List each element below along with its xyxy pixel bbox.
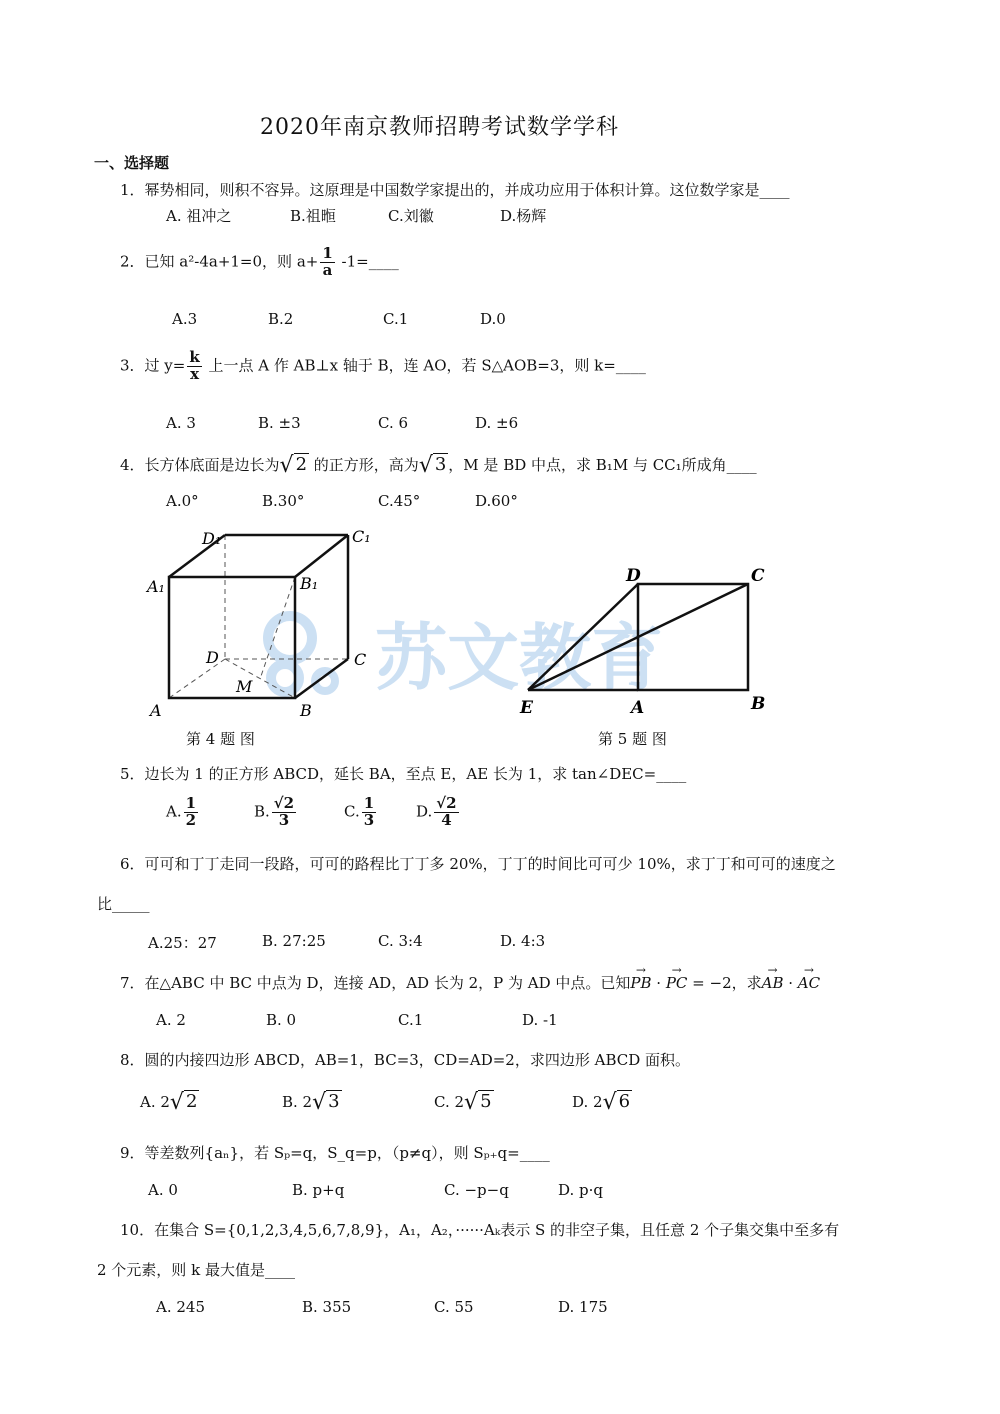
q1-option-d: D.杨辉 [500,207,547,225]
q4-part3: ，M 是 BD 中点，求 B₁M 与 CC₁所成角____ [448,456,757,474]
q4-sqrt-2: √ 2 [279,453,308,478]
q4-radicand-1: 2 [295,454,308,475]
q7-option-b: B. 0 [266,1011,297,1029]
question-5-text: 5．边长为 1 的正方形 ABCD，延长 BA，至点 E，AE 长为 1，求 tan∠DEC=____ [120,765,687,783]
q2-frac-num: 1 [322,244,333,262]
q9-option-d: D. p·q [558,1181,603,1199]
edge-BC [295,659,348,698]
q4-radicand-2: 3 [434,454,447,475]
q5-option-b: B. $\frac{√2}{3}$ [254,794,295,829]
square-ABCD [638,584,748,690]
watermark-text: 苏文教育 [375,616,664,700]
q7-mid: = −2，求 [687,974,762,992]
label-C: C [751,566,765,586]
q6-option-d: D. 4:3 [500,932,546,950]
q7-option-a: A. 2 [156,1011,186,1029]
q3-option-d: D. ±6 [475,414,519,432]
vector-AC: → AC [798,974,820,992]
q3-option-b: B. ±3 [258,414,301,432]
q8-option-c: C. 2√ 5 [434,1090,492,1115]
q4-part1: 4．长方体底面是边长为 [120,456,280,474]
q7-option-d: D. -1 [522,1011,558,1029]
q2-option-a: A.3 [172,310,198,328]
question-8-text: 8．圆的内接四边形 ABCD，AB=1，BC=3，CD=AD=2，求四边形 ABCD 面积。 [120,1051,691,1069]
q7-prefix: 7．在△ABC 中 BC 中点为 D，连接 AD，AD 长为 2，P 为 AD 中点。已知 [120,974,631,992]
figure-4-cuboid [140,522,380,724]
label-C1: C₁ [352,527,371,546]
q4-option-a: A.0° [166,492,199,510]
q4-option-d: D.60° [475,492,518,510]
label-E: E [520,698,533,718]
vector-PC: → PC [666,974,688,992]
vector-PB: → PB [630,974,651,992]
question-9-text: 9．等差数列{aₙ}，若 Sₚ=q，S_q=p，（p≠q），则 Sₚ₊q=____ [120,1144,550,1162]
q3-fraction [187,350,201,383]
label-D: D [206,648,219,667]
page-title: 2020年南京教师招聘考试数学学科 [260,115,619,140]
q9-option-a: A. 0 [148,1181,178,1199]
segment-B1M [260,577,295,679]
q2-frac-den: a [322,260,333,279]
q1-option-c: C.刘徽 [388,207,434,225]
label-D: D [626,566,641,586]
q3-prefix: 3．过 y= [120,356,186,375]
q9-option-c: C. −p−q [444,1181,509,1199]
q10-option-c: C. 55 [434,1298,474,1316]
segment-ED [528,584,638,690]
q1-option-a: A. 祖冲之 [166,207,232,225]
q3-option-a: A. 3 [166,414,196,432]
q9-option-b: B. p+q [292,1181,345,1199]
question-4-text [120,453,757,478]
label-M: M [236,677,253,696]
q2-option-c: C.1 [383,310,409,328]
label-C: C [354,650,367,669]
question-2-text [120,246,399,279]
label-A: A [150,701,162,720]
q1-option-b: B.祖暅 [290,207,336,225]
q2-option-b: B.2 [268,310,294,328]
q3-frac-num: k [189,348,200,366]
figure-4-caption: 第 4 题 图 [186,730,255,748]
q8-option-b: B. 2√ 3 [282,1090,340,1115]
q2-prefix: 2．已知 a²-4a+1=0，则 a+ [120,252,319,271]
q4-sqrt-3: √ 3 [418,453,447,478]
q4-option-b: B.30° [262,492,305,510]
edge-B1C1 [295,535,348,577]
label-D1: D₁ [202,529,222,548]
q2-option-d: D.0 [480,310,506,328]
figure-5-square [515,560,775,720]
q5-option-d: D. $\frac{√2}{4}$ [416,794,457,829]
question-6-text-line2: 比_____ [97,895,150,913]
q8-option-a: A. 2√ 2 [140,1090,198,1115]
front-face [169,577,295,698]
q6-option-c: C. 3:4 [378,932,423,950]
q10-option-a: A. 245 [156,1298,205,1316]
question-6-text-line1: 6．可可和丁丁走同一段路，可可的路程比丁丁多 20%，丁丁的时间比可可少 10%，求丁丁和可可的速度之 [120,855,836,873]
question-10-text-line2: 2 个元素，则 k 最大值是____ [97,1261,295,1279]
label-B: B [751,694,766,714]
q5-option-c: C. $\frac{1}{3}$ [344,794,375,829]
q2-fraction [320,246,334,279]
q3-frac-den: x [190,364,200,383]
q5-option-a: A. $\frac{1}{2}$ [166,794,197,829]
q10-option-b: B. 355 [302,1298,352,1316]
figure-5-caption: 第 5 题 图 [598,730,667,748]
q3-option-c: C. 6 [378,414,409,432]
question-1-text: 1．幂势相同，则积不容异。这原理是中国数学家提出的，并成功应用于体积计算。这位数学家是____ [120,181,790,199]
label-B1: B₁ [300,574,319,593]
q10-option-d: D. 175 [558,1298,608,1316]
question-3-text [120,350,646,383]
q4-part2: 的正方形，高为 [309,456,419,474]
q6-option-a: A.25：27 [148,934,217,952]
q7-option-c: C.1 [398,1011,424,1029]
label-B: B [300,701,312,720]
q3-suffix: 上一点 A 作 AB⊥x 轴于 B，连 AO，若 S△AOB=3，则 k=____ [203,356,646,375]
section-heading: 一、选择题 [94,154,170,172]
q6-option-b: B. 27:25 [262,932,326,950]
q8-option-d: D. 2√ 6 [572,1090,631,1115]
question-7-text: 7．在△ABC 中 BC 中点为 D，连接 AD，AD 长为 2，P 为 AD 中点。已知→ PB · → PC = −2，求→ AB · → AC [120,972,820,993]
question-10-text-line1: 10．在集合 S={0,1,2,3,4,5,6,7,8,9}，A₁，A₂，······Aₖ表示 S 的非空子集，且任意 2 个子集交集中至多有 [120,1221,840,1239]
label-A1: A₁ [147,577,165,596]
q2-suffix: -1=____ [336,252,399,271]
label-A: A [631,698,645,718]
q4-option-c: C.45° [378,492,421,510]
vector-AB: → AB [762,974,784,992]
